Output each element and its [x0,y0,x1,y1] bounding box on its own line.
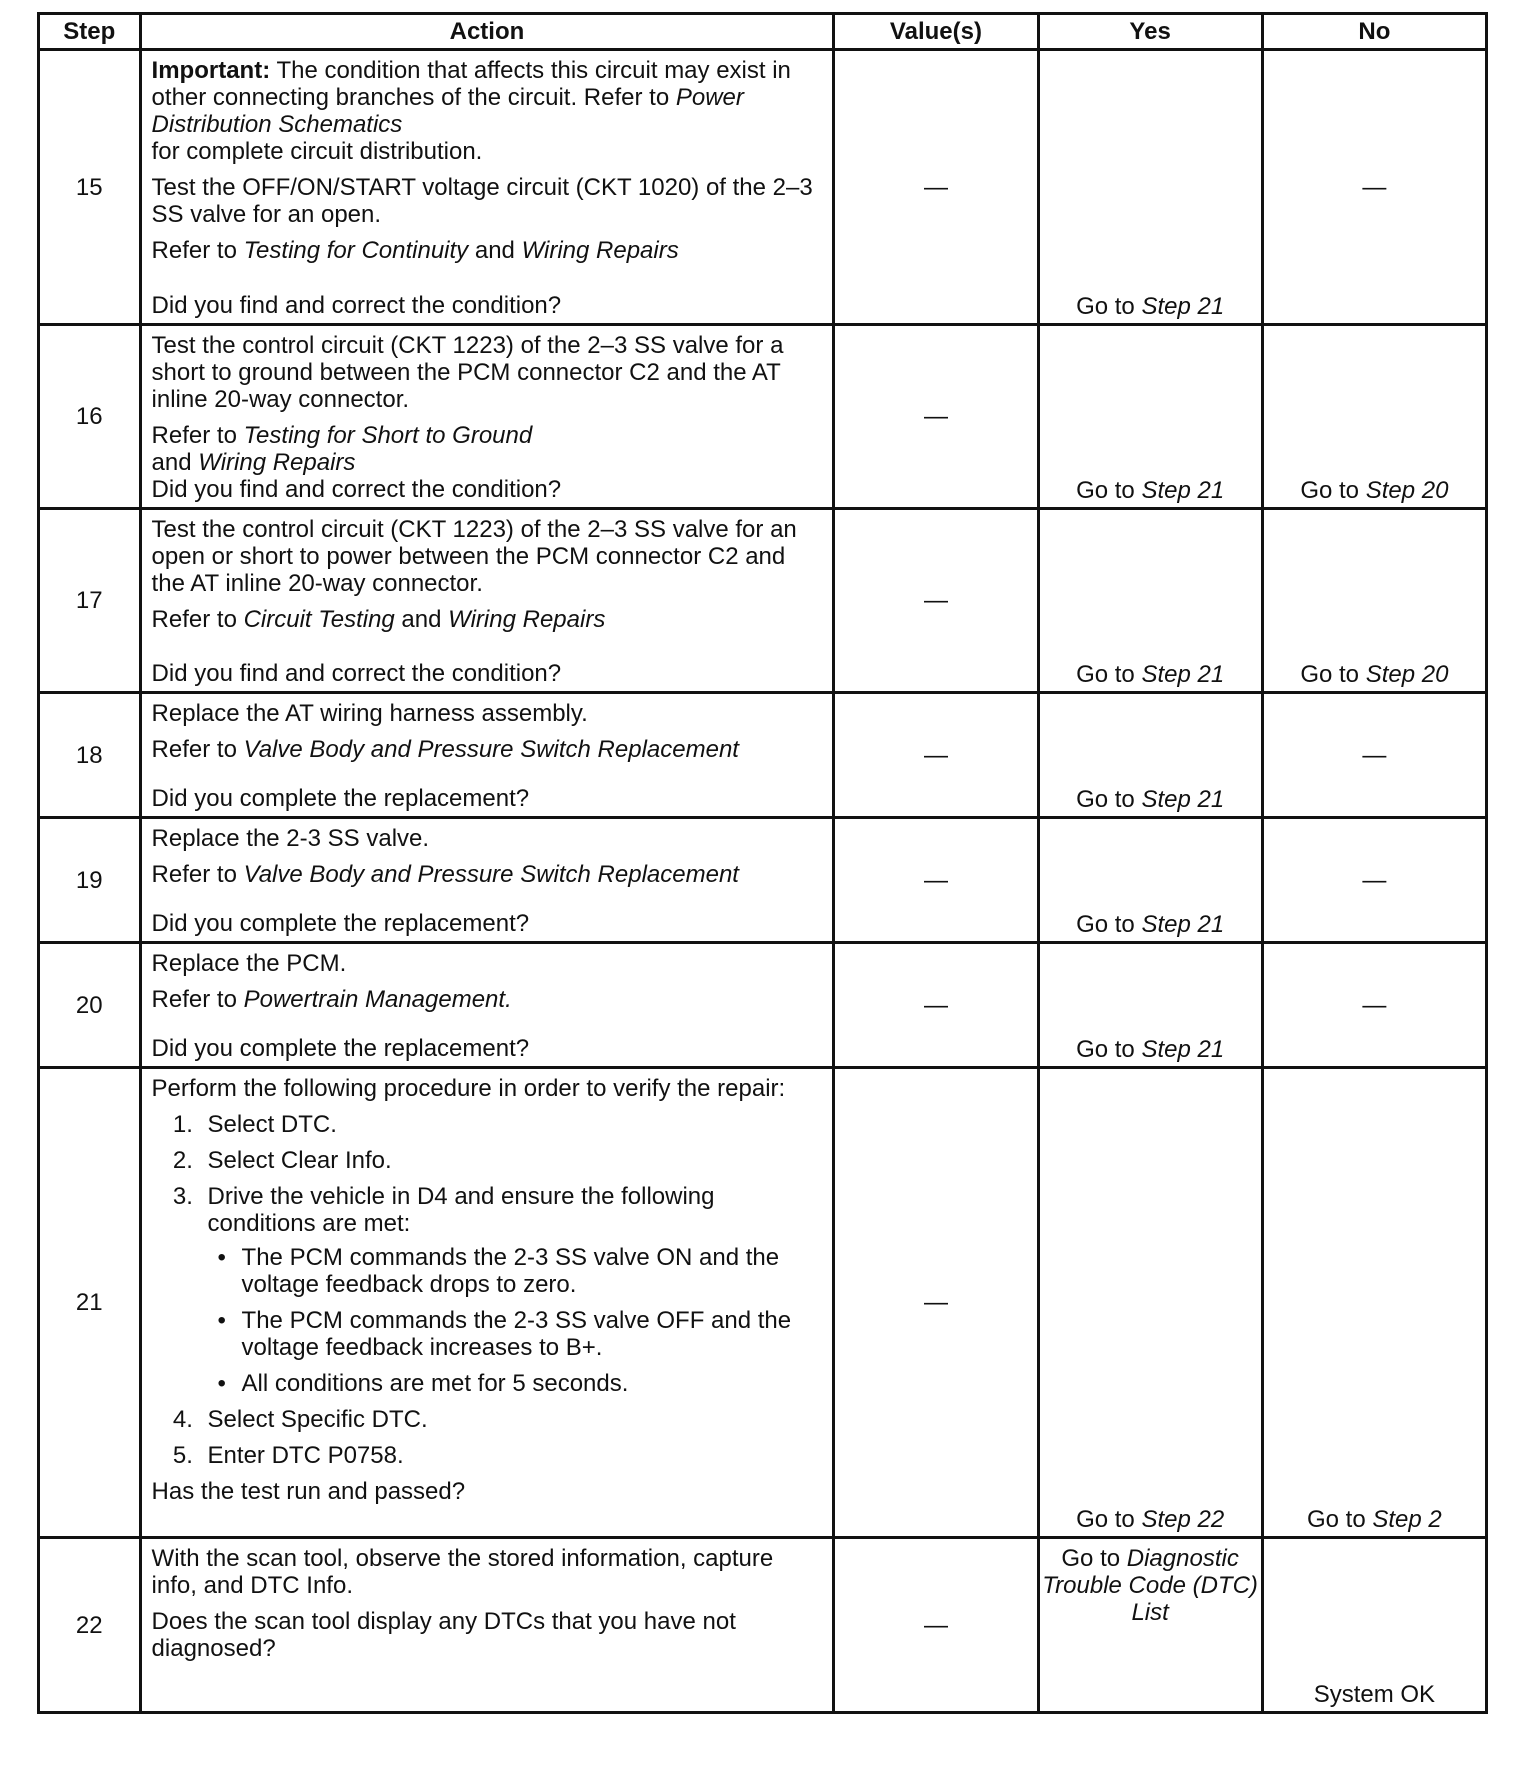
header-step: Step [39,14,141,50]
test-text: Test the control circuit (CKT 1223) of the 2–3 SS valve for a short to ground between the PCM connector C2 and the AT inline 20-way connector. [151,332,784,413]
action-cell [140,693,834,818]
action-cell [140,1068,834,1538]
important-tail: for complete circuit distribution. [151,138,483,165]
action-cell [140,818,834,943]
no-dash: — [1262,50,1486,325]
yes-step-ref: Step 21 [1141,293,1225,320]
value-dash: — [834,325,1038,509]
yes-step-ref: Step 21 [1141,911,1225,938]
yes-cell [1038,509,1262,693]
important-label: Important: [151,57,271,84]
action-text: With the scan tool, observe the stored information, capture info, and DTC Info. [151,1545,774,1599]
reference-link: Wiring Repairs [198,449,356,476]
yes-step-ref: Diagnostic Trouble Code (DTC) List [1042,1545,1258,1626]
yes-step-ref: Step 21 [1141,661,1225,688]
yes-cell [1038,693,1262,818]
table-row-step-21 [39,1068,1487,1538]
procedure-list [152,1111,823,1469]
yes-step-ref: Step 21 [1141,477,1225,504]
table-row-step-20 [39,943,1487,1068]
action-cell [140,325,834,509]
header-no: No [1262,14,1486,50]
reference-link: Testing for Continuity [243,237,469,264]
value-dash: — [834,509,1038,693]
list-item: 4. Select Specific DTC. [200,1406,823,1433]
step-number: 15 [39,50,141,325]
table-row-step-18 [39,693,1487,818]
no-dash: — [1262,943,1486,1068]
and-text: and [151,449,199,476]
reference-link: Powertrain Management. [243,986,512,1013]
step-number: 16 [39,325,141,509]
table-row-step-22 [39,1538,1487,1713]
value-dash: — [834,50,1038,325]
value-dash: — [834,1068,1038,1538]
go-to-text: Go to [1306,1506,1366,1533]
list-item-text: Drive the vehicle in D4 and ensure the following conditions are met: [207,1183,715,1237]
action-text: Replace the PCM. [151,950,347,977]
go-to-text: Go to [1076,786,1135,813]
go-to-text: Go to [1076,1036,1135,1063]
table-row-step-17 [39,509,1487,693]
no-cell [1262,1068,1486,1538]
step-number: 20 [39,943,141,1068]
action-cell [140,1538,834,1713]
no-dash: — [1262,818,1486,943]
list-item: 2. Select Clear Info. [200,1147,823,1174]
bullet-item: • The PCM commands the 2-3 SS valve ON and the voltage feedback drops to zero. [242,1244,823,1298]
no-step-ref: Step 20 [1365,477,1449,504]
reference-link: Power Distribution Schematics [151,84,744,138]
reference-link: Testing for Short to Ground [243,422,533,449]
value-dash: — [834,1538,1038,1713]
refer-to-text: Refer to [151,422,244,449]
list-item: 1. Select DTC. [200,1111,823,1138]
no-step-ref: Step 20 [1365,661,1449,688]
value-dash: — [834,818,1038,943]
value-dash: — [834,943,1038,1068]
question-text: Did you complete the replacement? [151,910,530,937]
action-text: Replace the AT wiring harness assembly. [151,700,588,727]
go-to-text: Go to [1300,477,1360,504]
step-number: 17 [39,509,141,693]
question-text: Did you complete the replacement? [151,785,530,812]
header-yes: Yes [1038,14,1262,50]
bullet-item: • The PCM commands the 2-3 SS valve OFF and the voltage feedback increases to B+. [242,1307,823,1361]
question-text: Did you find and correct the condition? [151,476,562,503]
test-text: Test the OFF/ON/START voltage circuit (CKT 1020) of the 2–3 SS valve for an open. [151,174,813,228]
go-to-text: Go to [1300,661,1360,688]
refer-to-text: Refer to [151,861,244,888]
system-ok-text: System OK [1313,1681,1436,1708]
go-to-text: Go to [1076,293,1135,320]
action-cell [140,50,834,325]
yes-cell [1038,943,1262,1068]
intro-text: Perform the following procedure in order to verify the repair: [151,1075,786,1102]
step-number: 19 [39,818,141,943]
refer-to-text: Refer to [151,237,244,264]
go-to-text: Go to [1076,911,1135,938]
header-row [39,14,1487,50]
list-item [200,1183,823,1397]
no-cell [1262,509,1486,693]
list-item: 5. Enter DTC P0758. [200,1442,823,1469]
value-dash: — [834,693,1038,818]
yes-step-ref: Step 21 [1141,1036,1225,1063]
and-text: and [394,606,449,633]
yes-cell [1038,50,1262,325]
question-text: Has the test run and passed? [151,1478,466,1505]
reference-link: Wiring Repairs [448,606,606,633]
reference-link: Wiring Repairs [521,237,679,264]
question-text: Did you find and correct the condition? [151,292,562,319]
no-dash: — [1262,693,1486,818]
diagnostic-table [37,12,1488,1714]
action-cell [140,509,834,693]
yes-cell [1038,1068,1262,1538]
refer-to-text: Refer to [151,736,244,763]
table-row-step-19 [39,818,1487,943]
yes-cell [1038,325,1262,509]
action-text: Replace the 2-3 SS valve. [151,825,430,852]
refer-to-text: Refer to [151,986,244,1013]
no-cell [1262,1538,1486,1713]
step-number: 18 [39,693,141,818]
header-values: Value(s) [834,14,1038,50]
question-text: Did you find and correct the condition? [151,660,562,687]
table-row-step-16 [39,325,1487,509]
header-action: Action [140,14,834,50]
question-text: Does the scan tool display any DTCs that you have not diagnosed? [151,1608,736,1662]
test-text: Test the control circuit (CKT 1223) of the 2–3 SS valve for an open or short to power between the PCM connector C2 and the AT inline 20-way connector. [151,516,797,597]
table-row-step-15 [39,50,1487,325]
go-to-text: Go to [1061,1545,1121,1572]
yes-step-ref: Step 22 [1141,1506,1225,1533]
no-step-ref: Step 2 [1372,1506,1442,1533]
yes-step-ref: Step 21 [1141,786,1225,813]
condition-list [208,1244,823,1397]
bullet-item: • All conditions are met for 5 seconds. [242,1370,823,1397]
step-number: 21 [39,1068,141,1538]
go-to-text: Go to [1076,1506,1135,1533]
go-to-text: Go to [1076,477,1135,504]
action-cell [140,943,834,1068]
reference-link: Valve Body and Pressure Switch Replacement [243,861,739,888]
question-text: Did you complete the replacement? [151,1035,530,1062]
yes-cell [1038,818,1262,943]
go-to-text: Go to [1076,661,1135,688]
reference-link: Circuit Testing [243,606,395,633]
and-text: and [468,237,522,264]
refer-to-text: Refer to [151,606,244,633]
yes-cell [1038,1538,1262,1713]
reference-link: Valve Body and Pressure Switch Replacement [243,736,739,763]
no-cell [1262,325,1486,509]
important-text: The condition that affects this circuit may exist in other connecting branches of the circuit. Refer to [151,57,791,111]
step-number: 22 [39,1538,141,1713]
